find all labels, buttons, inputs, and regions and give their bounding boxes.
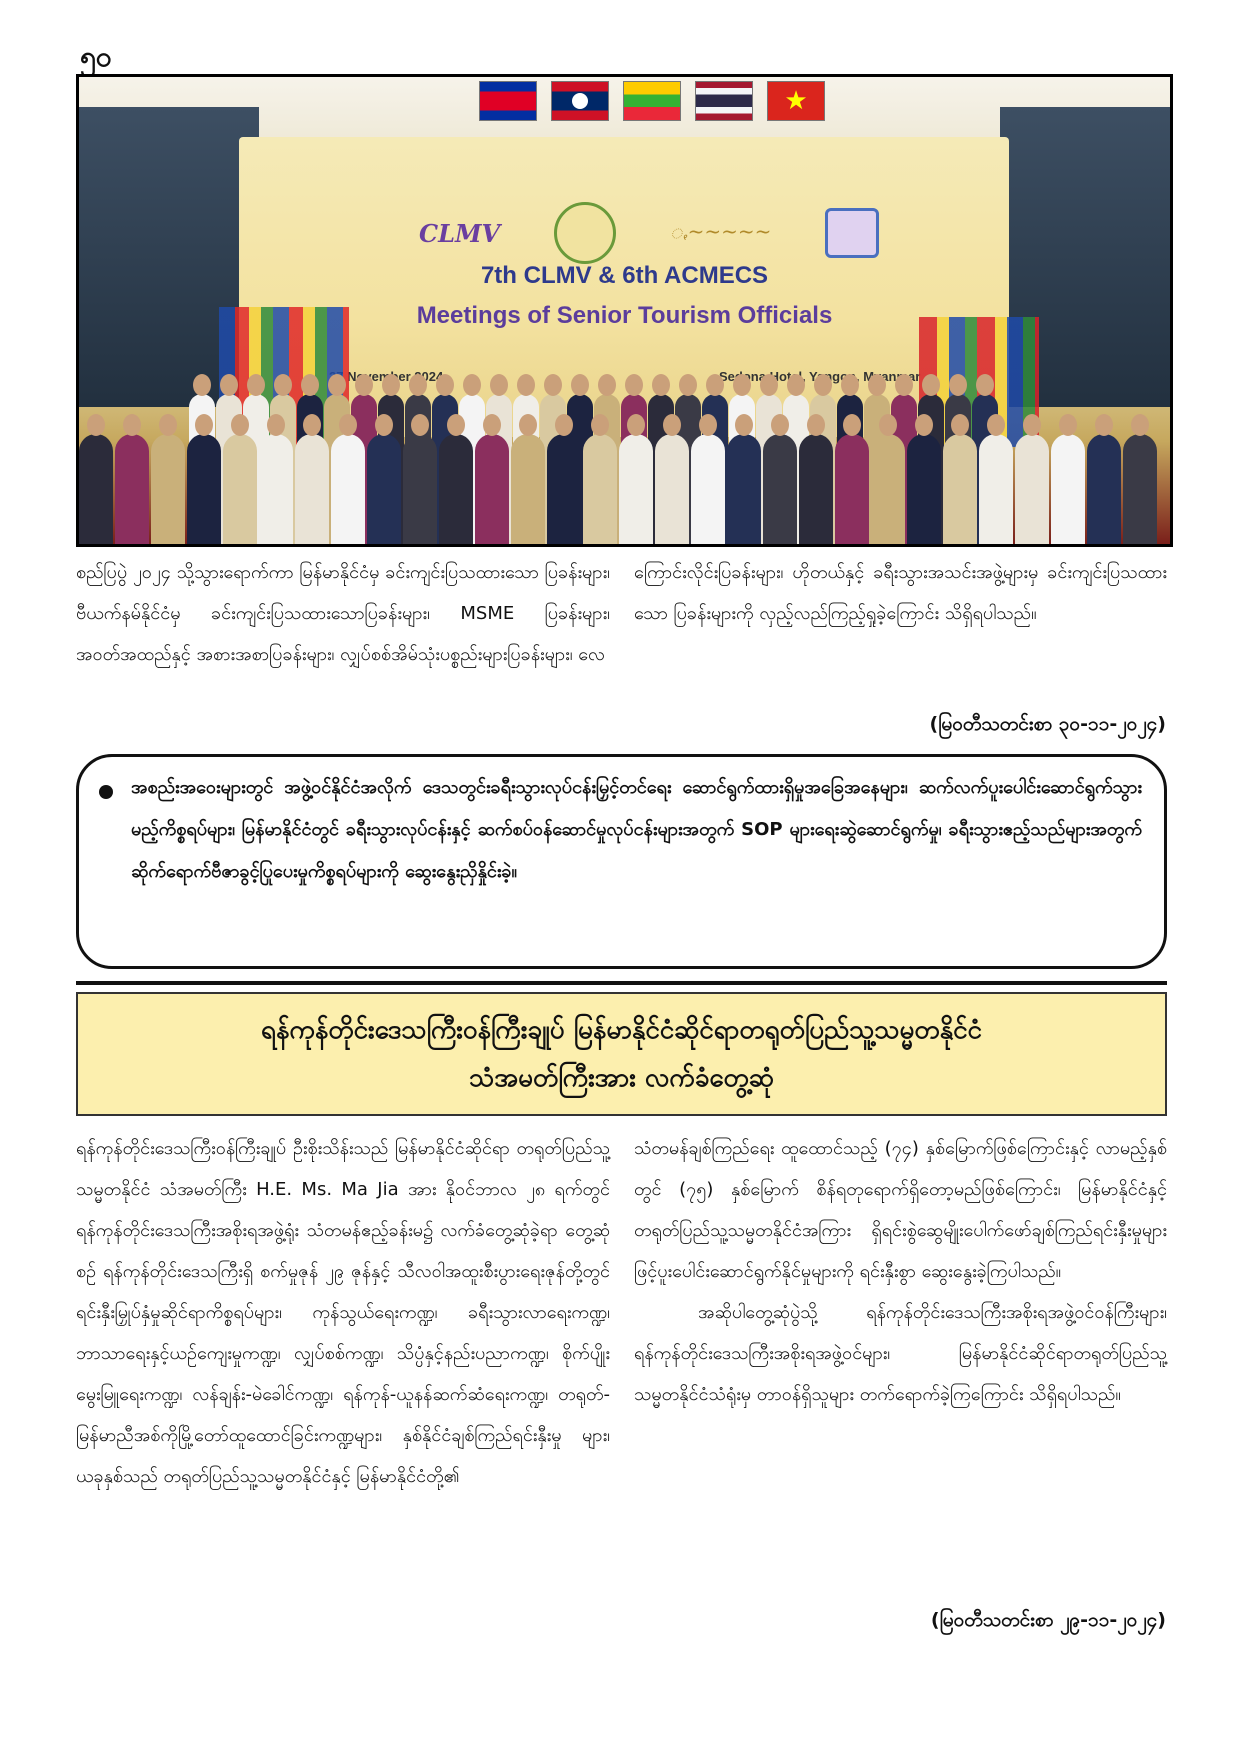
laos-flag-icon [551, 81, 609, 121]
delegate-figure [79, 434, 113, 544]
delegate-head [463, 374, 481, 396]
callout-text: အစည်းအဝေးများတွင် အဖွဲ့ဝင်နိုင်ငံအလိုက် ဒေသတွင်းခရီးသွားလုပ်ငန်းမြှင့်တင်ရေး ဆောင်ရွက်ထားရှိမှုအခြေအနေများ၊ ဆက်လက်ပူးပေါင်းဆောင်ရွက်သွားမည့်ကိစ္စရပ်များ၊ မြန်မာနိုင်ငံတွင် ခရီးသွားလုပ်ငန်းနှင့် ဆက်စပ်ဝန်ဆောင်မှုလုပ်ငန်းများအတွက် SOP များရေးဆွဲဆောင်ရွက်မှု၊ ခရီးသွားဧည့်သည်များအတွက် ဆိုက်ရောက်ဗီဇာခွင့်ပြုပေးမှုကိစ္စရပ်များကို ဆွေးနွေးညှိနှိုင်းခဲ့။ [131, 777, 1142, 882]
delegate-head [987, 414, 1005, 436]
delegate-head [591, 414, 609, 436]
flag-row [479, 81, 825, 121]
delegate-head [411, 414, 429, 436]
delegate-figure [691, 434, 725, 544]
delegate-figure [979, 434, 1013, 544]
delegate-head [555, 414, 573, 436]
article2-text-right-p2: အဆိုပါတွေ့ဆုံပွဲသို့ ရန်ကုန်တိုင်းဒေသကြီးအစိုးရအဖွဲ့ဝင်ဝန်ကြီးများ၊ ရန်ကုန်တိုင်းဒေသကြီးအစိုးရအဖွဲ့ဝင်များ၊ မြန်မာနိုင်ငံဆိုင်ရာတရုတ်ပြည်သူ့သမ္မတနိုင်ငံသံရုံးမှ တာဝန်ရှိသူများ တက်ရောက်ခဲ့ကြကြောင်း သိရှိရပါသည်။ [634, 1302, 1167, 1405]
delegate-head [447, 414, 465, 436]
article1-source: (မြဝတီသတင်းစာ ၃၀-၁၁-၂၀၂၄) [929, 713, 1166, 735]
delegate-head [339, 414, 357, 436]
banner-title-line2: Meetings of Senior Tourism Officials [416, 302, 833, 329]
article2-source: (မြဝတီသတင်းစာ ၂၉-၁၁-၂၀၂၄) [930, 1609, 1166, 1631]
delegate-head [220, 374, 238, 396]
delegate-head [627, 414, 645, 436]
delegate-figure [187, 434, 221, 544]
delegate-head [787, 374, 805, 396]
article1-text-right: ကြောင်းလိုင်းပြခန်းများ၊ ဟိုတယ်နှင့် ခရီးသွားအသင်းအဖွဲ့များမှ ခင်းကျင်းပြသထားသော ပြခန်းများကို လှည့်လည်ကြည့်ရှုခဲ့ကြောင်း သိရှိရပါသည်။ [634, 562, 1167, 624]
delegate-figure [511, 434, 545, 544]
delegate-figure [655, 434, 689, 544]
acmecs-logo-icon [825, 208, 879, 258]
delegate-head [301, 374, 319, 396]
banner-date: November 2024 [347, 369, 444, 384]
ministry-seal-icon [554, 202, 616, 264]
delegate-head [1095, 414, 1113, 436]
clmv-logo: CLMV [419, 218, 501, 248]
delegate-head [976, 374, 994, 396]
delegate-figure [835, 434, 869, 544]
delegate-head [699, 414, 717, 436]
event-photo [76, 74, 1173, 547]
delegate-head [571, 374, 589, 396]
delegate-figure [727, 434, 761, 544]
delegate-figure [439, 434, 473, 544]
delegate-head [841, 374, 859, 396]
delegate-figure [619, 434, 653, 544]
article2-text-left: ရန်ကုန်တိုင်းဒေသကြီးဝန်ကြီးချုပ် ဦးစိုးသိန်းသည် မြန်မာနိုင်ငံဆိုင်ရာ တရုတ်ပြည်သူ့သမ္မတနိုင်ငံ သံအမတ်ကြီး H.E. Ms. Ma Jia အား နိုဝင်ဘာလ ၂၈ ရက်တွင် ရန်ကုန်တိုင်းဒေသကြီးအစိုးရအဖွဲ့ရုံး သံတမန်ဧည့်ခန်းမ၌ လက်ခံတွေ့ဆုံခဲ့ရာ တွေ့ဆုံစဉ် ရန်ကုန်တိုင်းဒေသကြီးရှိ စက်မှုဇုန် ၂၉ ဇုန်နှင့် သီလဝါအထူးစီးပွားရေးဇုန်တို့တွင် ရင်းနှီးမြှုပ်နှံမှုဆိုင်ရာကိစ္စရပ်များ၊ ကုန်သွယ်ရေးကဏ္ဍ၊ ခရီးသွားလာရေးကဏ္ဍ၊ ဘာသာရေးနှင့်ယဉ်ကျေးမှုကဏ္ဍ၊ လျှပ်စစ်ကဏ္ဍ၊ သိပ္ပံနှင့်နည်းပညာကဏ္ဍ၊ စိုက်ပျိုးမွေးမြူရေးကဏ္ဍ၊ လန်ချန်း-မဲခေါင်ကဏ္ဍ၊ ရန်ကုန်-ယူနန်ဆက်ဆံရေးကဏ္ဍ၊ တရုတ်-မြန်မာညီအစ်ကိုမြို့တော်ထူထောင်ခြင်းကဏ္ဍများ၊ နှစ်နိုင်ငံချစ်ကြည်ရင်းနှီးမှု များ၊ ယခုနှစ်သည် တရုတ်ပြည်သူ့သမ္မတနိုင်ငံနှင့် မြန်မာနိုင်ငံတို့၏ [76, 1138, 610, 1487]
delegate-head [868, 374, 886, 396]
delegate-head [436, 374, 454, 396]
article1-text-left: စည်ပြပွဲ ၂၀၂၄ သို့သွားရောက်ကာ မြန်မာနိုင်ငံမှ ခင်းကျင်းပြသထားသော ပြခန်းများ၊ ဗီယက်နမ်နိုင်ငံမှ ခင်းကျင်းပြသထားသောပြခန်းများ၊ MSME ပြခန်းများ၊ အဝတ်အထည်နှင့် အစားအစာပြခန်းများ၊ လျှပ်စစ်အိမ်သုံးပစ္စည်းများပြခန်းများ၊ လေ [76, 562, 610, 665]
delegate-figure [259, 434, 293, 544]
delegate-figure [1123, 434, 1157, 544]
delegate-head [733, 374, 751, 396]
delegate-figure [331, 434, 365, 544]
delegate-head [843, 414, 861, 436]
delegate-head [814, 374, 832, 396]
delegate-head [1059, 414, 1077, 436]
headline-line2: သံအမတ်ကြီးအား လက်ခံတွေ့ဆုံ [469, 1063, 774, 1093]
delegate-head [382, 374, 400, 396]
delegate-head [375, 414, 393, 436]
delegate-head [519, 414, 537, 436]
article2-text-right-p1: သံတမန်ချစ်ကြည်ရေး ထူထောင်သည့် (၇၄) နှစ်မြောက်ဖြစ်ကြောင်းနှင့် လာမည့်နှစ်တွင် (၇၅) နှစ်မြောက် စိန်ရတုရောက်ရှိတော့မည်ဖြစ်ကြောင်း၊ မြန်မာနိုင်ငံနှင့် တရုတ်ပြည်သူ့သမ္မတနိုင်ငံအကြား ရှိရင်းစွဲဆွေမျိုးပေါက်ဖော်ချစ်ကြည်ရင်းနှီးမှုများ ဖြင့်ပူးပေါင်းဆောင်ရွက်နိုင်မှုများကို ရင်းနှီးစွာ ဆွေးနွေးခဲ့ကြပါသည်။ [634, 1138, 1167, 1282]
delegate-figure [871, 434, 905, 544]
article2-column-right [634, 1128, 1167, 1415]
banner-logos [419, 202, 879, 264]
cambodia-flag-icon [479, 81, 537, 121]
delegate-figure [799, 434, 833, 544]
vietnam-flag-icon: ★ [767, 81, 825, 121]
delegate-head [807, 414, 825, 436]
delegate-head [355, 374, 373, 396]
delegate-head [652, 374, 670, 396]
article2-column-left [76, 1128, 610, 1497]
delegate-figure [403, 434, 437, 544]
delegate-head [517, 374, 535, 396]
delegate-head [625, 374, 643, 396]
delegate-head [274, 374, 292, 396]
delegate-figure [547, 434, 581, 544]
delegate-head [922, 374, 940, 396]
delegate-head [951, 414, 969, 436]
delegate-head [895, 374, 913, 396]
delegate-figure [1087, 434, 1121, 544]
delegate-figure [115, 434, 149, 544]
delegate-head [598, 374, 616, 396]
delegate-head [247, 374, 265, 396]
article1-column-left [76, 552, 610, 675]
delegate-figure [475, 434, 509, 544]
delegate-figure [1015, 434, 1049, 544]
section-divider [76, 981, 1167, 985]
thailand-flag-icon [695, 81, 753, 121]
delegate-head [328, 374, 346, 396]
delegate-figure [943, 434, 977, 544]
delegate-head [195, 414, 213, 436]
delegate-figure [295, 434, 329, 544]
banner-title-line1: 7th CLMV & 6th ACMECS [480, 262, 769, 289]
delegate-head [663, 414, 681, 436]
delegate-figure [907, 434, 941, 544]
bullet-icon [99, 785, 113, 799]
delegate-head [915, 414, 933, 436]
delegate-head [1131, 414, 1149, 436]
delegate-head [679, 374, 697, 396]
group-of-delegates [79, 344, 1170, 544]
article2-headline [76, 992, 1167, 1116]
delegate-figure [367, 434, 401, 544]
delegate-head [706, 374, 724, 396]
delegate-head [490, 374, 508, 396]
delegate-head [123, 414, 141, 436]
delegate-head [87, 414, 105, 436]
delegate-head [159, 414, 177, 436]
tourism-script-logo-icon: ꩻ~~~~~ [670, 219, 772, 243]
delegate-head [303, 414, 321, 436]
delegate-head [544, 374, 562, 396]
article1-column-right [634, 552, 1167, 634]
delegate-head [483, 414, 501, 436]
delegate-head [231, 414, 249, 436]
banner-venue: Hotel, Yangon, Myanmar [769, 369, 921, 384]
delegate-head [879, 414, 897, 436]
delegate-head [267, 414, 285, 436]
page-number: ၅၀ [80, 40, 112, 73]
delegate-figure [583, 434, 617, 544]
delegate-head [760, 374, 778, 396]
headline-line1: ရန်ကုန်တိုင်းဒေသကြီးဝန်ကြီးချုပ် မြန်မာနိုင်ငံဆိုင်ရာတရုတ်ပြည်သူ့သမ္မတနိုင်ငံ [261, 1015, 982, 1045]
delegate-head [949, 374, 967, 396]
delegate-figure [223, 434, 257, 544]
delegate-head [409, 374, 427, 396]
myanmar-flag-icon [623, 81, 681, 121]
delegate-figure [1051, 434, 1085, 544]
summary-callout [76, 754, 1167, 969]
delegate-head [193, 374, 211, 396]
delegate-head [771, 414, 789, 436]
delegate-figure [151, 434, 185, 544]
delegate-head [735, 414, 753, 436]
delegate-head [1023, 414, 1041, 436]
delegate-figure [763, 434, 797, 544]
